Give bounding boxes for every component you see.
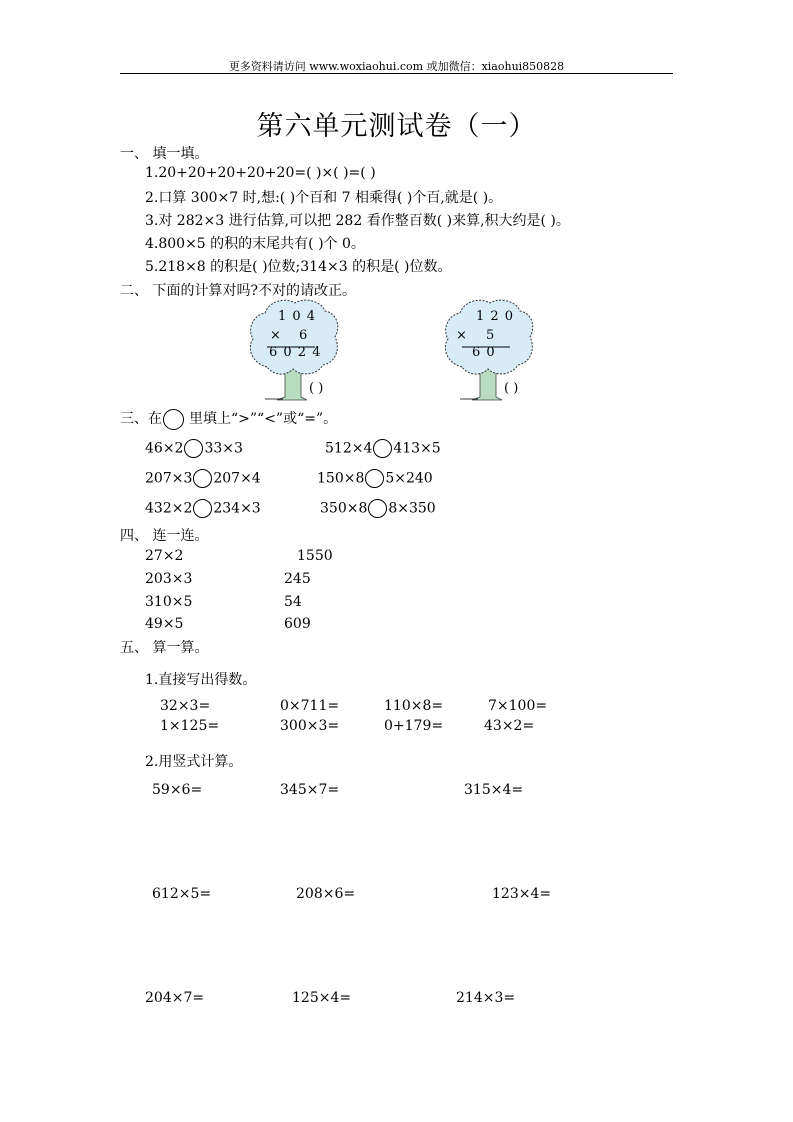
section5-heading: 五、 算一算。	[120, 640, 209, 656]
circle-icon	[163, 409, 184, 430]
tree1-top: 1 0 4	[278, 309, 317, 324]
compare-blank-circle[interactable]	[193, 499, 212, 518]
compare-left: 432×2	[145, 500, 193, 517]
match-left-2[interactable]: 203×3	[145, 571, 193, 587]
oral-problem: 300×3=	[280, 718, 340, 734]
s1-item-1: 1.20+20+20+20+20=( )×( )=( )	[145, 165, 376, 181]
compare-item	[145, 439, 243, 458]
compare-right: 413×5	[393, 440, 441, 457]
vertical-problem: 315×4=	[464, 782, 524, 798]
compare-blank-circle[interactable]	[184, 439, 203, 458]
compare-left: 207×3	[145, 470, 193, 487]
compare-right: 8×350	[388, 500, 436, 517]
s1-item-2: 2.口算 300×7 时,想:( )个百和 7 相乘得( )个百,就是( )。	[145, 190, 503, 206]
compare-item	[145, 469, 261, 488]
compare-left: 350×8	[320, 500, 368, 517]
oral-problem: 7×100=	[488, 698, 548, 714]
vertical-problem: 204×7=	[145, 990, 205, 1006]
s3-heading-post: 里填上“>”“<”或“=”。	[189, 411, 338, 427]
s5-sub1: 1.直接写出得数。	[145, 672, 257, 688]
match-right-3[interactable]: 54	[284, 594, 302, 610]
oral-problem: 0×711=	[280, 698, 340, 714]
tree2-answer[interactable]: ( )	[504, 381, 519, 396]
tree-problem-1	[245, 297, 355, 403]
s1-item-3: 3.对 282×3 进行估算,可以把 282 看作整百数( )来算,积大约是( )。	[145, 213, 570, 229]
tree1-mult: 6	[299, 328, 308, 343]
match-left-3[interactable]: 310×5	[145, 594, 193, 610]
compare-right: 234×3	[213, 500, 261, 517]
tree2-mult: 5	[486, 328, 495, 343]
tree1-answer[interactable]: ( )	[309, 381, 324, 396]
vertical-problem: 123×4=	[492, 886, 552, 902]
tree-problem-2	[440, 297, 550, 403]
match-left-4[interactable]: 49×5	[145, 616, 184, 632]
tree1-op: ×	[270, 328, 281, 343]
oral-problem: 0+179=	[384, 718, 444, 734]
oral-problem: 1×125=	[160, 718, 220, 734]
compare-item	[325, 439, 441, 458]
compare-item	[320, 499, 436, 518]
match-right-4[interactable]: 609	[284, 616, 311, 632]
compare-blank-circle[interactable]	[368, 499, 387, 518]
compare-left: 46×2	[145, 440, 184, 457]
match-left-1[interactable]: 27×2	[145, 548, 184, 564]
header-rule	[120, 73, 673, 74]
match-right-1[interactable]: 1550	[297, 548, 333, 564]
compare-blank-circle[interactable]	[373, 439, 392, 458]
compare-blank-circle[interactable]	[193, 469, 212, 488]
compare-left: 512×4	[325, 440, 373, 457]
vertical-problem: 125×4=	[292, 990, 352, 1006]
s1-item-5: 5.218×8 的积是( )位数;314×3 的积是( )位数。	[145, 259, 452, 275]
tree2-op: ×	[456, 328, 467, 343]
compare-left: 150×8	[317, 470, 365, 487]
oral-problem: 110×8=	[384, 698, 444, 714]
compare-blank-circle[interactable]	[365, 469, 384, 488]
tree1-result: 6 0 2 4	[269, 345, 322, 360]
tree2-result: 6 0	[472, 345, 496, 360]
oral-problem: 32×3=	[160, 698, 211, 714]
section3-heading	[120, 408, 337, 430]
s3-heading-pre: 三、在	[120, 411, 162, 427]
compare-item	[317, 469, 433, 488]
match-right-2[interactable]: 245	[284, 571, 311, 587]
vertical-problem: 612×5=	[152, 886, 212, 902]
page-title: 第六单元测试卷（一）	[256, 111, 537, 142]
vertical-problem: 345×7=	[280, 782, 340, 798]
s1-item-4: 4.800×5 的积的末尾共有( )个 0。	[145, 236, 365, 252]
vertical-problem: 208×6=	[296, 886, 356, 902]
tree2-top: 1 2 0	[476, 309, 515, 324]
s5-sub2: 2.用竖式计算。	[145, 754, 243, 770]
oral-problem: 43×2=	[484, 718, 535, 734]
section2-heading: 二、 下面的计算对吗?不对的请改正。	[120, 283, 356, 299]
vertical-problem: 59×6=	[152, 782, 203, 798]
compare-right: 33×3	[204, 440, 243, 457]
vertical-problem: 214×3=	[456, 990, 516, 1006]
section1-heading: 一、 填一填。	[120, 146, 209, 162]
compare-right: 5×240	[385, 470, 433, 487]
page-header: 更多资料请访问 www.woxiaohui.com 或加微信：xiaohui850828	[228, 60, 565, 73]
compare-item	[145, 499, 261, 518]
compare-right: 207×4	[213, 470, 261, 487]
section4-heading: 四、 连一连。	[120, 528, 209, 544]
